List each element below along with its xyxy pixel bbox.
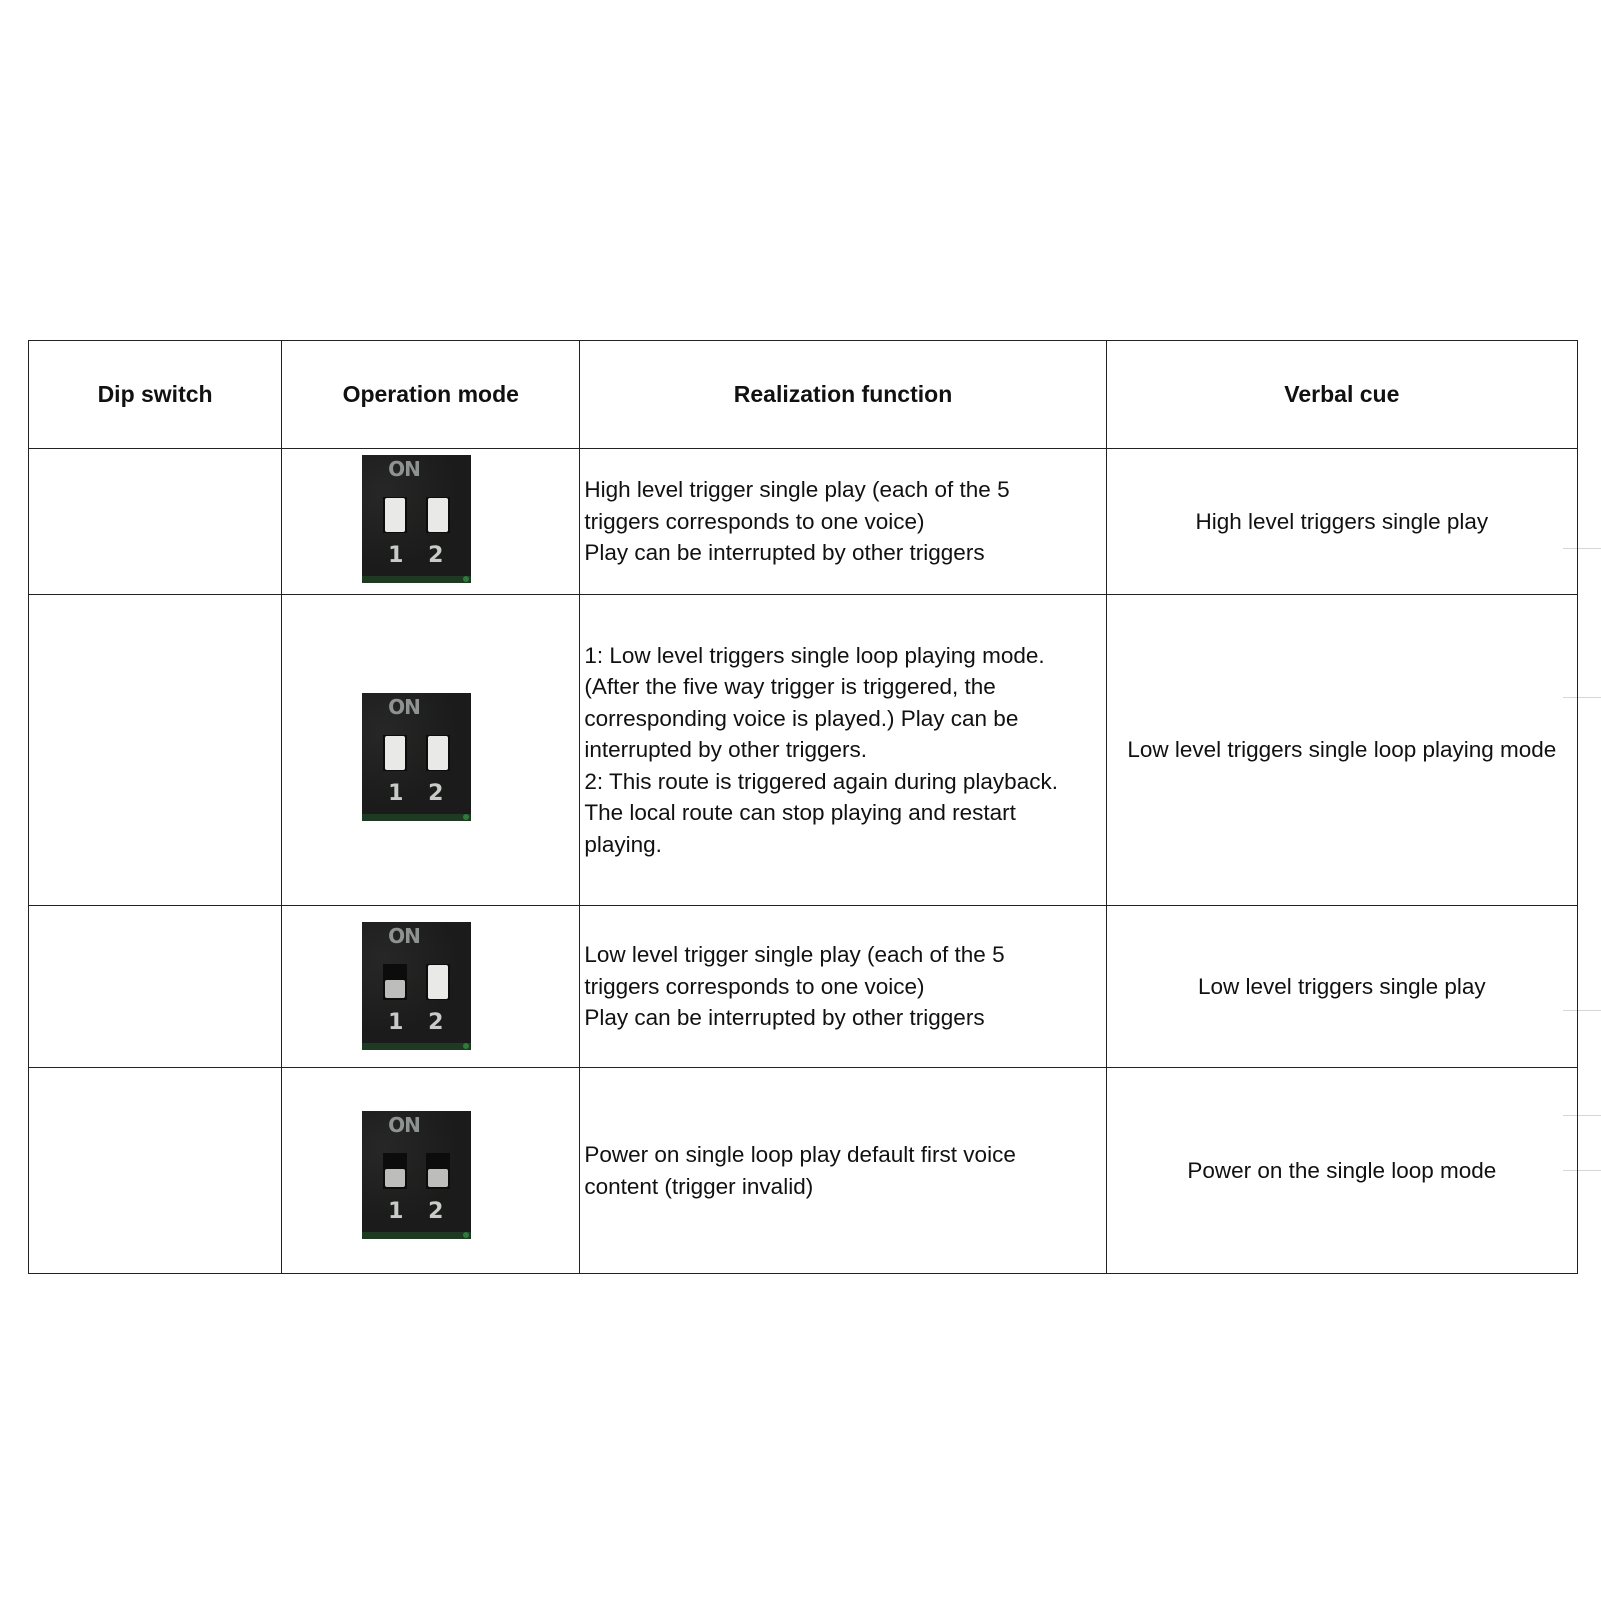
function-line: Play can be interrupted by other triggers <box>584 1005 985 1031</box>
function-line: interrupted by other triggers. <box>584 737 867 763</box>
dip-switch-image <box>362 693 471 821</box>
dip-lever-1 <box>385 498 405 532</box>
pcb-edge <box>362 814 471 821</box>
dip-switch-cell <box>29 1068 282 1274</box>
dip-slot-2 <box>426 1153 450 1189</box>
header-dip-switch: Dip switch <box>29 341 282 449</box>
function-line: corresponding voice is played.) Play can be <box>584 705 1019 731</box>
realization-function-cell <box>580 1068 1106 1274</box>
dip-number-2: 2 <box>428 1199 444 1224</box>
table-row <box>29 595 1578 906</box>
operation-mode-cell <box>282 595 580 906</box>
table-row <box>29 449 1578 595</box>
function-line: playing. <box>584 831 662 857</box>
dip-slot-1 <box>383 497 407 533</box>
dip-slot-2 <box>426 735 450 771</box>
function-line: 2: This route is triggered again during playback. <box>584 768 1058 794</box>
pcb-edge <box>362 1043 471 1050</box>
function-line: triggers corresponds to one voice) <box>584 973 925 999</box>
dip-slot-1 <box>383 735 407 771</box>
verbal-cue-cell: Power on the single loop mode <box>1106 1068 1577 1274</box>
header-operation-mode: Operation mode <box>282 341 580 449</box>
pcb-edge <box>362 1232 471 1239</box>
dip-on-label: ON <box>388 1113 420 1137</box>
verbal-cue-cell: High level triggers single play <box>1106 449 1577 595</box>
dip-number-2: 2 <box>428 781 444 806</box>
dip-switch-mode-table <box>28 340 1578 1274</box>
dip-number-1: 1 <box>388 1010 404 1035</box>
dip-number-2: 2 <box>428 543 444 568</box>
dip-lever-1 <box>385 736 405 770</box>
realization-function-cell <box>580 449 1106 595</box>
dip-on-label: ON <box>388 695 420 719</box>
dip-lever-2 <box>428 498 448 532</box>
verbal-cue-cell: Low level triggers single loop playing mode <box>1106 595 1577 906</box>
header-realization-function: Realization function <box>580 341 1106 449</box>
pcb-edge <box>362 576 471 583</box>
function-line: The local route can stop playing and restart <box>584 800 1016 826</box>
table-row <box>29 1068 1578 1274</box>
realization-function-cell <box>580 595 1106 906</box>
dip-number-1: 1 <box>388 543 404 568</box>
dip-slot-1 <box>383 1153 407 1189</box>
realization-function-cell <box>580 906 1106 1068</box>
header-verbal-cue: Verbal cue <box>1106 341 1577 449</box>
function-line: Low level trigger single play (each of the 5 <box>584 942 1005 968</box>
dip-switch-image <box>362 922 471 1050</box>
function-line: (After the five way trigger is triggered, the <box>584 674 996 700</box>
function-line: High level trigger single play (each of the 5 <box>584 477 1010 503</box>
dip-lever-1 <box>385 1169 405 1187</box>
dip-number-1: 1 <box>388 1199 404 1224</box>
dip-number-1: 1 <box>388 781 404 806</box>
dip-switch-image <box>362 455 471 583</box>
dip-slot-2 <box>426 497 450 533</box>
dip-switch-cell <box>29 449 282 595</box>
table-header-row <box>29 341 1578 449</box>
table-row <box>29 906 1578 1068</box>
dip-slot-2 <box>426 964 450 1000</box>
dip-lever-1 <box>385 980 405 998</box>
dip-number-2: 2 <box>428 1010 444 1035</box>
dip-lever-2 <box>428 965 448 999</box>
dip-switch-cell <box>29 595 282 906</box>
function-line: Power on single loop play default first voice <box>584 1142 1016 1167</box>
dip-on-label: ON <box>388 457 420 481</box>
operation-mode-cell <box>282 1068 580 1274</box>
dip-switch-image <box>362 1111 471 1239</box>
function-line: content (trigger invalid) <box>584 1173 814 1199</box>
dip-on-label: ON <box>388 924 420 948</box>
dip-lever-2 <box>428 1169 448 1187</box>
operation-mode-cell <box>282 906 580 1068</box>
dip-switch-cell <box>29 906 282 1068</box>
function-line: triggers corresponds to one voice) <box>584 508 925 534</box>
verbal-cue-cell: Low level triggers single play <box>1106 906 1577 1068</box>
operation-mode-cell <box>282 449 580 595</box>
dip-lever-2 <box>428 736 448 770</box>
dip-slot-1 <box>383 964 407 1000</box>
function-line: Play can be interrupted by other triggers <box>584 540 985 566</box>
function-line: 1: Low level triggers single loop playing mode. <box>584 642 1045 668</box>
